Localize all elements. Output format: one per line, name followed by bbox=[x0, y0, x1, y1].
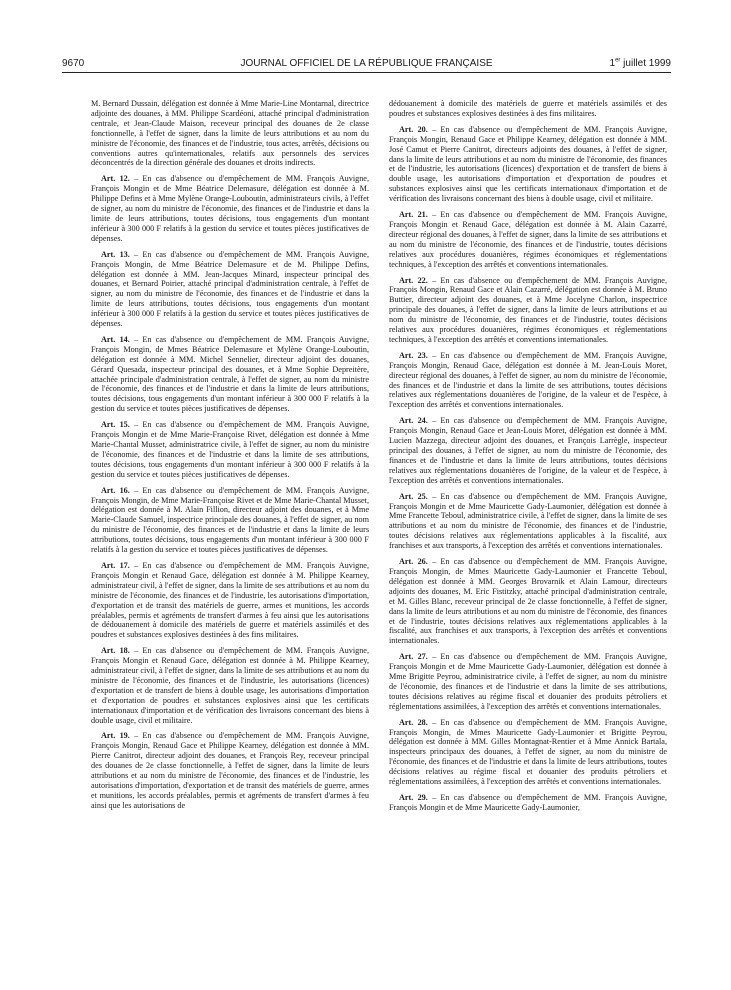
article-text: – En cas d'absence ou d'empêchement de MM. François Auvigne, François Mongin, Renaud Gace et Philippe Kearney, délégation est donnée à MM. José Camut et Pierre Canitrot, directeurs adjoints des douanes, à l'effet de signer, dans la limite de leurs attributions et au nom du ministre de l'économie, des finances et de l'industrie, les autorisations (licences) d'exportation et de transfert de biens à double usage, les autorisations d'importation et d'exportation de poudres et substances explosives ainsi que les certificats internationaux d'importation et de vérification des livraisons concernant des biens à double usage, civil et militaire. bbox=[389, 124, 667, 204]
article-number: Art. 16. bbox=[101, 485, 130, 495]
article-number: Art. 24. bbox=[399, 416, 428, 426]
article-paragraph bbox=[389, 718, 667, 787]
article-text: – En cas d'absence ou d'empêchement de MM. François Auvigne, François Mongin, Renaud Gace et Alain Cazarré, délégation est donnée à M. Bruno Buttier, directeur adjoint des douanes, et à Mme Jocelyne Charlon, inspectrice principale des douanes, à l'effet de signer, dans la limite de leurs attributions et au nom du ministre de l'économie, des finances et de l'industrie, toutes décisions relatives aux procédures douanières, régimes économiques et réglementations techniques, à l'exception des arrêtés et conventions internationales. bbox=[389, 275, 667, 344]
article-text: – En cas d'absence ou d'empêchement de MM. François Auvigne, François Mongin et de Mme Marie-Françoise Rivet, délégation est donnée à Mme Marie-Chantal Musset, administratrice civile, à l'effet de signer, au nom du ministre de l'économie, des finances et de l'industrie et dans la limite de ses attributions, toutes décisions, tous engagements d'un montant inférieur à 300 000 F relatifs à la gestion du service et toutes pièces justificatives de dépenses. bbox=[91, 420, 369, 479]
article-number: Art. 26. bbox=[399, 557, 428, 567]
article-text: – En cas d'absence ou d'empêchement de MM. François Auvigne, François Mongin et de Mme Béatrice Delemasure, délégation est donnée à M. Philippe Defins et à Mme Mylène Orange-Louboutin, administrateurs civils, à l'effet de signer, au nom du ministre de l'économie, des finances et de l'industrie et dans la limite de leurs attributions, toutes décisions, tous engagements d'un montant inférieur à 300 000 F relatifs à la gestion du service et toutes pièces justificatives de dépenses. bbox=[91, 174, 369, 243]
left-column bbox=[91, 99, 369, 817]
paragraph bbox=[389, 99, 667, 119]
article-paragraph bbox=[389, 125, 667, 204]
article-paragraph bbox=[91, 561, 369, 640]
article-number: Art. 17. bbox=[101, 560, 130, 570]
article-text: – En cas d'absence ou d'empêchement de MM. François Auvigne, François Mongin, de Mme Béatrice Delemasure et de M. Philippe Defins, délégation est donnée à MM. Jean-Jacques Minard, inspecteur principal des douanes, et Bernard Poirier, attaché principal d'administration centrale, à l'effet de signer, au nom du ministre de l'économie, des finances et de l'industrie et dans la limite de leurs attributions, toutes décisions, tous engagements d'un montant inférieur à 300 000 F relatifs à la gestion du service et toutes pièces justificatives de dépenses. bbox=[91, 249, 369, 329]
article-number: Art. 13. bbox=[101, 249, 130, 259]
article-paragraph bbox=[91, 174, 369, 243]
article-paragraph bbox=[389, 276, 667, 345]
article-text: – En cas d'absence ou d'empêchement de MM. François Auvigne, François Mongin et de Mme Mauricette Gady-Laumonier, délégation est donnée à Mme Francette Teboul, administratrice civile, à l'effet de signer, dans la limite de ses attributions et au nom du ministre de l'économie, des finances et de l'industrie, toutes décisions relatives aux réglementations applicables à la fiscalité, aux franchises et aux transports, à l'exception des arrêtés et conventions internationales. bbox=[389, 491, 667, 551]
article-paragraph bbox=[91, 250, 369, 329]
article-text: – En cas d'absence ou d'empêchement de MM. François Auvigne, François Mongin, de Mme Marie-Françoise Rivet et de Mme Marie-Chantal Musset, délégation est donnée à M. Alain Fillion, directeur adjoint des douanes, et à Mme Marie-Claude Samuel, inspectrice principale des douanes, à l'effet de signer, au nom du ministre de l'économie, des finances et de l'industrie et dans la limite de leurs attributions, toutes décisions, tous engagements d'un montant inférieur à 300 000 F relatifs à la gestion du service et toutes pièces justificatives de dépenses. bbox=[91, 485, 369, 555]
article-number: Art. 22. bbox=[399, 275, 428, 285]
article-paragraph bbox=[389, 416, 667, 485]
article-number: Art. 28. bbox=[399, 717, 428, 727]
date-superscript: er bbox=[615, 57, 621, 64]
article-paragraph bbox=[91, 731, 369, 810]
paragraph bbox=[91, 99, 369, 168]
right-column bbox=[389, 99, 667, 819]
article-paragraph bbox=[91, 486, 369, 555]
article-number: Art. 27. bbox=[399, 652, 428, 662]
date-rest: juillet 1999 bbox=[620, 58, 671, 69]
paragraph-text: M. Bernard Dussain, délégation est donnée à Mme Marie-Line Montarnal, directrice adjointe des douanes, à MM. Philippe Scardéoni, attaché principal d'administration centrale, et Jean-Claude Maison, receveur principal des douanes de 2e classe fonctionnelle, à l'effet de signer, dans la limite de leurs attributions et au nom du ministre de l'économie, des finances et de l'industrie, tous actes, arrêtés, décisions ou conventions autres qu'internationales, relatifs aux personnels des services déconcentrés de la direction générale des douanes et droits indirects. bbox=[91, 99, 369, 168]
article-paragraph bbox=[91, 646, 369, 725]
article-text: – En cas d'absence ou d'empêchement de MM. François Auvigne, François Mongin et Renaud Gace, délégation est donnée à M. Philippe Kearney, administrateur civil, à l'effet de signer, dans la limite de ses attributions et au nom du ministre de l'économie, des finances et de l'industrie, les autorisations d'importation, d'exportation et de transit des matériels de guerre, armes et munitions, les accords préalables, permis et agréments de transfert d'armes à feu ainsi que les autorisations de dédouanement à domicile des matériels de guerre et matériels assimilés et des poudres et substances explosives destinées à des fins militaires. bbox=[91, 560, 369, 640]
paragraph-text: dédouanement à domicile des matériels de guerre et matériels assimilés et des poudres et substances explosives destinées à des fins militaires. bbox=[389, 99, 667, 118]
header-rule bbox=[62, 72, 671, 73]
article-text: – En cas d'absence ou d'empêchement de MM. François Auvigne, François Mongin, de Mmes Béatrice Delemasure et Mylène Orange-Louboutin, délégation est donnée à MM. Michel Sennelier, directeur adjoint des douanes, Gérard Quesada, inspecteur principal des douanes, et à Mme Sophie Depreitère, attachée principale d'administration centrale, à l'effet de signer, au nom du ministre de l'économie, des finances et de l'industrie et dans la limite de leurs attributions, toutes décisions, tous engagements d'un montant inférieur à 300 000 F relatifs à la gestion du service et toutes pièces justificatives de dépenses. bbox=[91, 334, 369, 414]
article-text: – En cas d'absence ou d'empêchement de MM. François Auvigne, François Mongin et de Mme Mauricette Gady-Laumonier, délégation est donnée à Mme Brigitte Peyrou, administratrice civile, à l'effet de signer, au nom du ministre de l'économie, des finances et de l'industrie et dans la limite de ses attributions, toutes décisions relatives au régime fiscal et douanier des produits pétroliers et réglementations assimilées, à l'exception des arrêtés et conventions internationales. bbox=[389, 652, 667, 711]
publication-date bbox=[610, 56, 672, 72]
article-text: – En cas d'absence ou d'empêchement de MM. François Auvigne, François Mongin, Renaud Gace, délégation est donnée à M. Jean-Louis Moret, directeur régional des douanes, à l'effet de signer, au nom du ministre de l'économie, des finances et de l'industrie et dans la limite de ses attributions, toutes décisions relatives aux réglementations douanières de l'origine, de la valeur et de l'espèce, à l'exception des arrêtés et conventions internationales. bbox=[389, 350, 667, 410]
article-paragraph bbox=[91, 420, 369, 479]
article-number: Art. 18. bbox=[101, 646, 130, 656]
page-number: 9670 bbox=[62, 58, 85, 69]
article-paragraph bbox=[389, 492, 667, 551]
article-number: Art. 21. bbox=[399, 210, 428, 220]
article-number: Art. 14. bbox=[101, 334, 130, 344]
journal-title: JOURNAL OFFICIEL DE LA RÉPUBLIQUE FRANÇAISE bbox=[240, 58, 493, 69]
article-number: Art. 15. bbox=[101, 420, 130, 430]
article-text: – En cas d'absence ou d'empêchement de MM. François Auvigne, François Mongin et Renaud Gace, délégation est donnée à M. Philippe Kearney, administrateur civil, à l'effet de signer, dans la limite de ses attributions et au nom du ministre de l'économie, des finances et de l'industrie, les autorisations (licences) d'exportation et de transfert de biens à double usage, les autorisations d'importation et d'exportation de poudres et substances explosives ainsi que les certificats internationaux d'importation et de vérification des livraisons concernant des biens à double usage, civil et militaire. bbox=[91, 646, 369, 725]
article-number: Art. 12. bbox=[101, 174, 130, 184]
article-paragraph bbox=[389, 210, 667, 269]
article-number: Art. 23. bbox=[399, 350, 428, 360]
article-number: Art. 29. bbox=[399, 793, 428, 802]
page-header bbox=[62, 56, 671, 72]
article-paragraph bbox=[389, 351, 667, 410]
article-text: – En cas d'absence ou d'empêchement de MM. François Auvigne, François Mongin et de Mme Mauricette Gady-Laumonier, bbox=[389, 793, 667, 812]
article-number: Art. 19. bbox=[101, 731, 130, 741]
article-text: – En cas d'absence ou d'empêchement de MM. François Auvigne, François Mongin, Renaud Gace et Jean-Louis Moret, délégation est donnée à MM. Lucien Mazzega, directeur adjoint des douanes, et François Larrègle, inspecteur principal des douanes, à l'effet de signer, au nom du ministre de l'économie, des finances et de l'industrie et dans la limite de leurs attributions, toutes décisions relatives aux réglementations douanières de l'origine, de la valeur et de l'espèce, à l'exception des arrêtés et conventions internationales. bbox=[389, 416, 667, 485]
date-day: 1 bbox=[609, 58, 616, 69]
article-paragraph bbox=[389, 793, 667, 813]
article-number: Art. 25. bbox=[399, 491, 428, 501]
article-text: – En cas d'absence ou d'empêchement de MM. François Auvigne, François Mongin, de Mmes Mauricette Gady-Laumonier et Francette Teboul, délégation est donnée à MM. Georges Brovarnik et Alain Lamour, directeurs adjoints des douanes, M. Eric Fistitzky, attaché principal d'administration centrale, et M. Gilles Blanc, receveur principal de 2e classe fonctionnelle, à l'effet de signer, dans la limite de leurs attributions et au nom du ministre de l'économie, des finances et de l'industrie, toutes décisions relatives aux réglementations applicables à la fiscalité, aux franchises et aux transports, à l'exception des arrêtés et conventions internationales. bbox=[389, 557, 667, 646]
article-text: – En cas d'absence ou d'empêchement de MM. François Auvigne, François Mongin, Renaud Gace et Philippe Kearney, délégation est donnée à MM. Pierre Canitrot, directeur adjoint des douanes, et François Rey, receveur principal des douanes de 2e classe fonctionnelle, à l'effet de signer, dans la limite de leurs attributions et au nom du ministre de l'économie, des finances et de l'industrie, les autorisations d'importation, d'exportation et de transit des matériels de guerre, armes et munitions, les accords préalables, permis et agréments de transfert d'armes à feu ainsi que les autorisations de bbox=[91, 731, 369, 810]
article-text: – En cas d'absence ou d'empêchement de MM. François Auvigne, François Mongin, de Mmes Mauricette Gady-Laumonier et Brigitte Peyrou, délégation est donnée à MM. Gilles Montagnat-Rentier et à Mme Annick Bartala, inspecteurs principaux des douanes, à l'effet de signer, au nom du ministre de l'économie, des finances et de l'industrie et dans la limite de leurs attributions, toutes décisions relatives au régime fiscal et douanier des produits pétroliers et réglementations assimilées, à l'exception des arrêtés et conventions internationales. bbox=[389, 717, 667, 787]
article-number: Art. 20. bbox=[399, 124, 428, 134]
article-paragraph bbox=[389, 652, 667, 711]
article-text: – En cas d'absence ou d'empêchement de MM. François Auvigne, François Mongin et Renaud Gace, délégation est donnée à M. Alain Cazarré, directeur régional des douanes, à l'effet de signer, dans la limite de ses attributions et au nom du ministre de l'économie, des finances et de l'industrie, toutes décisions relatives aux procédures douanières, régimes économiques et réglementations techniques, à l'exception des arrêtés et conventions internationales. bbox=[389, 210, 667, 269]
article-paragraph bbox=[91, 335, 369, 414]
article-paragraph bbox=[389, 557, 667, 646]
